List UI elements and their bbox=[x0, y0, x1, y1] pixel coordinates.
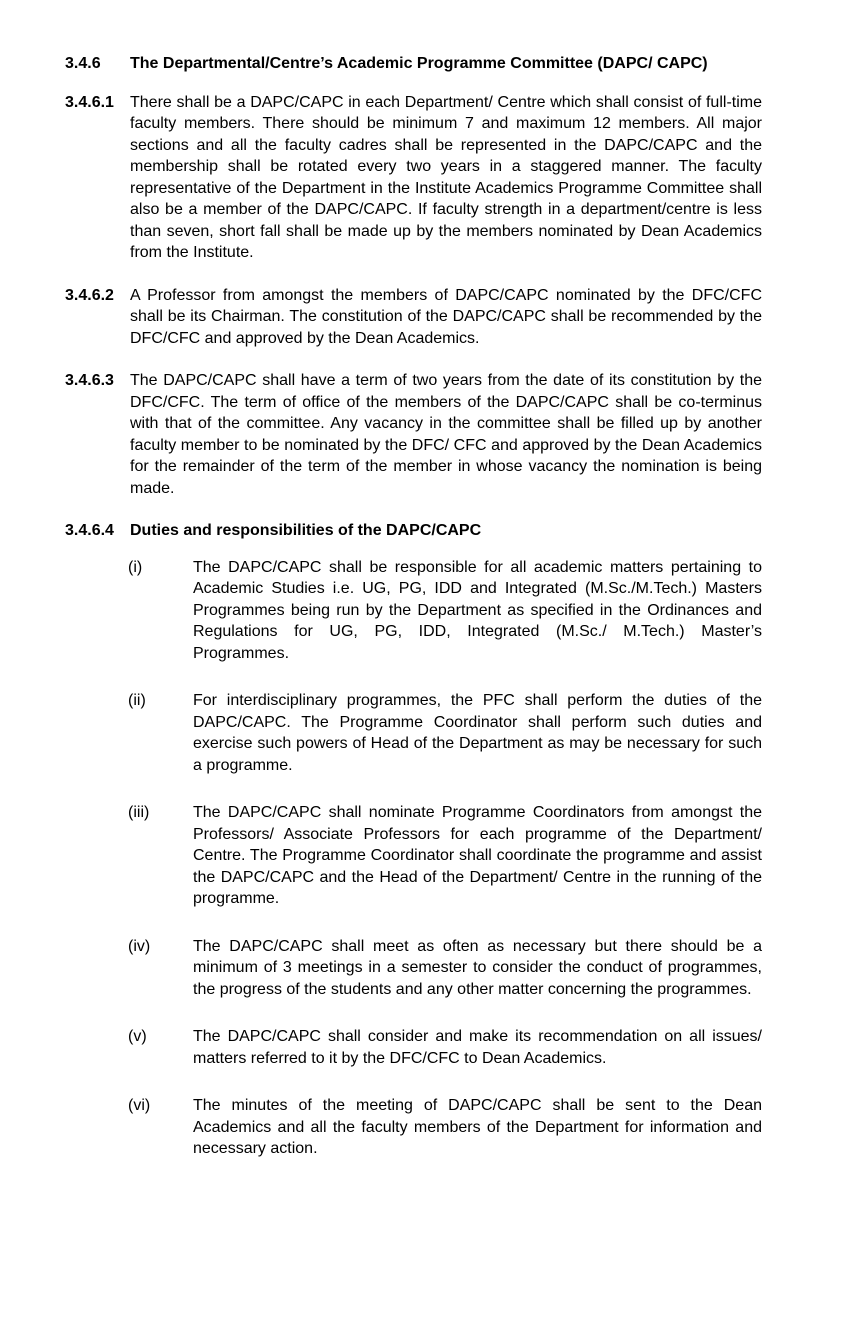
list-item-text: The DAPC/CAPC shall consider and make its recommendation on all issues/ matters referred to it by the DFC/CFC to Dean Academics. bbox=[193, 1028, 762, 1067]
list-item bbox=[128, 1095, 762, 1160]
section-3-4-6 bbox=[65, 53, 762, 75]
section-3-4-6-4 bbox=[65, 520, 762, 542]
section-number: 3.4.6 bbox=[65, 55, 101, 72]
list-marker: (i) bbox=[128, 558, 143, 576]
section-number: 3.4.6.2 bbox=[65, 286, 114, 304]
list-item bbox=[128, 936, 762, 1001]
list-item bbox=[128, 690, 762, 776]
paragraph-text: The DAPC/CAPC shall have a term of two years from the date of its constitution by the DFC/CFC. The term of office of the members of the DAPC/CAPC shall be co-terminus with that of the committee. Any vacancy in the committee shall be filled up by another faculty member to be nominated by the DFC/ CFC and approved by the Dean Academics for the remainder of the term of the member in whose vacancy the nomination is being made. bbox=[130, 372, 762, 497]
section-heading: The Departmental/Centre’s Academic Programme Committee (DAPC/ CAPC) bbox=[130, 55, 708, 72]
list-item bbox=[128, 1026, 762, 1069]
list-item-text: For interdisciplinary programmes, the PFC shall perform the duties of the DAPC/CAPC. The Programme Coordinator shall perform such duties and exercise such powers of Head of the Department as may be necessary for such a programme. bbox=[193, 692, 762, 774]
section-3-4-6-1 bbox=[65, 92, 762, 264]
list-item-text: The DAPC/CAPC shall nominate Programme Coordinators from amongst the Professors/ Associate Professors for each programme of the Department/ Centre. The Programme Coordinator shall coordinate the programme and assist the DAPC/CAPC and the Head of the Department/ Centre in the running of the programme. bbox=[193, 804, 762, 907]
list-marker: (ii) bbox=[128, 692, 146, 709]
duties-list bbox=[128, 557, 762, 1160]
list-marker: (iii) bbox=[128, 804, 150, 821]
list-marker: (vi) bbox=[128, 1097, 151, 1114]
list-item-text: The DAPC/CAPC shall meet as often as necessary but there should be a minimum of 3 meetings in a semester to consider the conduct of programmes, the progress of the students and any other matter concerning the programmes. bbox=[193, 937, 762, 998]
section-3-4-6-3 bbox=[65, 370, 762, 499]
list-item-text: The DAPC/CAPC shall be responsible for all academic matters pertaining to Academic Studies i.e. UG, PG, IDD and Integrated (M.Sc./M.Tech.) Masters Programmes being run by the Department as specified in the Ordinances and Regulations for UG, PG, IDD, Integrated (M.Sc./ M.Tech.) Master’s Programmes. bbox=[193, 558, 762, 662]
list-item bbox=[128, 802, 762, 910]
section-number: 3.4.6.3 bbox=[65, 372, 114, 389]
section-number: 3.4.6.4 bbox=[65, 522, 114, 539]
list-marker: (iv) bbox=[128, 937, 151, 955]
list-marker: (v) bbox=[128, 1028, 147, 1045]
list-item bbox=[128, 557, 762, 665]
section-3-4-6-2 bbox=[65, 285, 762, 350]
list-item-text: The minutes of the meeting of DAPC/CAPC shall be sent to the Dean Academics and all the faculty members of the Department for information and necessary action. bbox=[193, 1097, 762, 1157]
paragraph-text: There shall be a DAPC/CAPC in each Department/ Centre which shall consist of full-time faculty members. There should be minimum 7 and maximum 12 members. All major sections and all the faculty cadres shall be represented in the DAPC/CAPC and the membership shall be rotated every two years in a staggered manner. The faculty representative of the Department in the Institute Academics Programme Committee shall also be a member of the DAPC/CAPC. If faculty strength in a department/centre is less than seven, short fall shall be made up by the members nominated by Dean Academics from the Institute. bbox=[130, 93, 762, 261]
section-heading: Duties and responsibilities of the DAPC/CAPC bbox=[130, 522, 482, 539]
paragraph-text: A Professor from amongst the members of DAPC/CAPC nominated by the DFC/CFC shall be its Chairman. The constitution of the DAPC/CAPC shall be recommended by the DFC/CFC and approved by the Dean Academics. bbox=[130, 286, 762, 347]
section-number: 3.4.6.1 bbox=[65, 93, 114, 111]
